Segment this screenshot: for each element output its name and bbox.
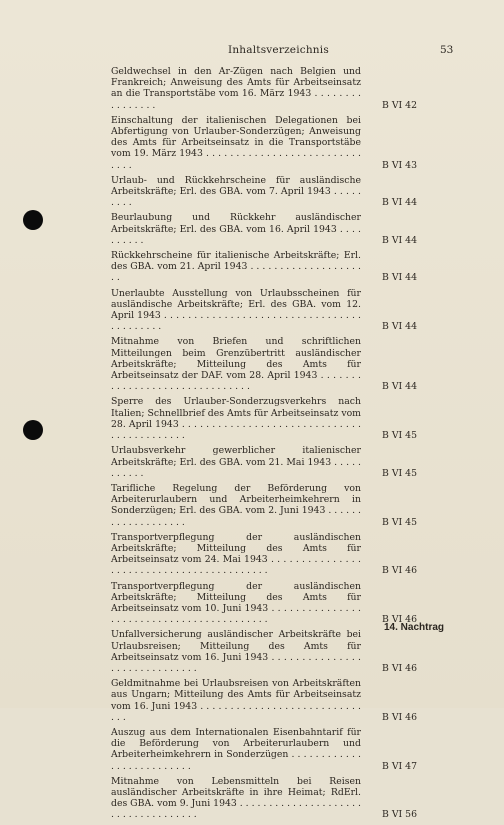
toc-entry-text: Geldwechsel in den Ar-Zügen nach Belgien und Frankreich; Anweisung des Amts für Arbeitseinsatz an die Transportstäbe vom 16. März 1943 . . . . . . . . . . . . . . . . (111, 66, 361, 111)
page-number: 53 (440, 44, 454, 56)
toc-entry-ref: B VI 42 (382, 99, 417, 111)
punch-hole-bottom (23, 420, 43, 440)
toc-entry-text: Auszug aus dem Internationalen Eisenbahntarif für die Beförderung von Arbeiterurlaubern und Arbeiterheimkehrern in Sonderzügen . . . . . . . . . . . . . . . . . . . . . . . . . . (111, 726, 361, 772)
toc-entry-ref: B VI 45 (382, 467, 417, 479)
toc-entry-ref: B VI 44 (382, 381, 417, 393)
toc-entry (111, 727, 417, 772)
toc-entry-ref: B VI 44 (382, 321, 417, 333)
toc-entry-text: Mitnahme von Briefen und schriftlichen Mitteilungen beim Grenzübertritt ausländischer Arbeitskräfte; Mitteilung des Amts für Arbeitseinsatz der DAF. vom 28. April 1943 . . . . . . . . . . . . . . . . . . . . . . . . . . . . . . . (111, 336, 361, 393)
toc-entry-text: Einschaltung der italienischen Delegationen bei Abfertigung von Urlauber-Sonderzügen; Anweisung des Amts für Arbeitseinsatz in die Transportstäbe vom 19. März 1943 . . . . . . . . . . . . . . . . . . . . . . . . . . . . . . (111, 114, 361, 171)
toc-entry (111, 445, 417, 479)
toc-entry-text: Rückkehrscheine für italienische Arbeitskräfte; Erl. des GBA. vom 21. April 1943 . . . . . . . . . . . . . . . . . . . . . (111, 250, 361, 284)
toc-entry-ref: B VI 44 (382, 197, 417, 209)
toc-entry-ref: B VI 46 (382, 662, 417, 674)
toc-entry (111, 66, 417, 111)
toc-entry-ref: B VI 47 (382, 760, 417, 772)
toc-entry-text: Urlaubsverkehr gewerblicher italienischer Arbeitskräfte; Erl. des GBA. vom 21. Mai 1943 . . . . . . . . . . . (111, 445, 361, 479)
toc-entry-text: Geldmitnahme bei Urlaubsreisen von Arbeitskräften aus Ungarn; Mitteilung des Amts für Arbeitseinsatz vom 16. Juni 1943 . . . . . . . . . . . . . . . . . . . . . . . . . . . . . . (111, 678, 361, 723)
toc-entry-ref: B VI 46 (382, 711, 417, 723)
toc-entry-ref: B VI 56 (382, 809, 417, 821)
toc-entry-ref: B VI 44 (382, 272, 417, 284)
toc-entry (111, 483, 417, 528)
toc-entry (111, 175, 417, 209)
toc-entry-text: Beurlaubung und Rückkehr ausländischer Arbeitskräfte; Erl. des GBA. vom 16. April 1943 . . . . . . . . . . (111, 212, 361, 246)
toc-entry (111, 532, 417, 577)
toc-entry (111, 336, 417, 392)
toc-entry (111, 396, 417, 441)
toc-entry-text: Urlaub- und Rückkehrscheine für ausländische Arbeitskräfte; Erl. des GBA. vom 7. April 1943 . . . . . . . . . (111, 174, 361, 209)
toc-entry-ref: B VI 46 (382, 614, 417, 626)
toc-entry (111, 212, 417, 246)
toc-entry (111, 288, 417, 333)
toc-entry-text: Mitnahme von Lebensmitteln bei Reisen ausländischer Arbeitskräfte in ihre Heimat; RdErl. des GBA. vom 9. Juni 1943 . . . . . . . . . . . . . . . . . . . . . . . . . . . . . . . . . . . . (111, 775, 361, 821)
toc-entry (111, 629, 417, 674)
toc-entry-ref: B VI 43 (382, 159, 417, 171)
toc-entry-text: Tarifliche Regelung der Beförderung von Arbeiterurlaubern und Arbeiterheimkehrern in Sonderzügen; Erl. des GBA. vom 2. Juni 1943 . . . . . . . . . . . . . . . . . . . (111, 482, 361, 528)
toc-entry-ref: B VI 46 (382, 565, 417, 577)
toc-entry (111, 115, 417, 171)
supplement-note: 14. Nachtrag (384, 622, 445, 633)
toc-entry (111, 678, 417, 723)
toc-entry-text: Transportverpflegung der ausländischen Arbeitskräfte; Mitteilung des Amts für Arbeitseinsatz vom 10. Juni 1943 . . . . . . . . . . . . . . . . . . . . . . . . . . . . . . . . . . . . . . . . . . (111, 580, 361, 626)
toc-entry-text: Unerlaubte Ausstellung von Urlaubsscheinen für ausländische Arbeitskräfte; Erl. des GBA. vom 12. April 1943 . . . . . . . . . . . . . . . . . . . . . . . . . . . . . . . . . . . . . . . . . . (111, 287, 361, 333)
toc-entry-ref: B VI 44 (382, 234, 417, 246)
page-header (0, 44, 504, 58)
page-title: Inhaltsverzeichnis (228, 44, 329, 56)
toc-entry (111, 581, 417, 626)
toc-entry (111, 776, 417, 821)
toc-entry-ref: B VI 45 (382, 430, 417, 442)
toc-entry (111, 250, 417, 284)
table-of-contents (111, 66, 417, 825)
toc-entry-text: Transportverpflegung der ausländischen Arbeitskräfte; Mitteilung des Amts für Arbeitseinsatz vom 24. Mai 1943 . . . . . . . . . . . . . . . . . . . . . . . . . . . . . . . . . . . . . . . . . . (111, 531, 361, 577)
punch-hole-top (23, 210, 43, 230)
toc-entry-ref: B VI 45 (382, 516, 417, 528)
toc-entry-text: Sperre des Urlauber-Sonderzugsverkehrs nach Italien; Schnellbrief des Amts für Arbeitseinsatz vom 28. April 1943 . . . . . . . . . . . . . . . . . . . . . . . . . . . . . . . . . . . . . . . . . . . (111, 396, 361, 442)
toc-entry-text: Unfallversicherung ausländischer Arbeitskräfte bei Urlaubsreisen; Mitteilung des Amts für Arbeitseinsatz vom 16. Juni 1943 . . . . . . . . . . . . . . . . . . . . . . . . . . . . . . (111, 629, 361, 674)
